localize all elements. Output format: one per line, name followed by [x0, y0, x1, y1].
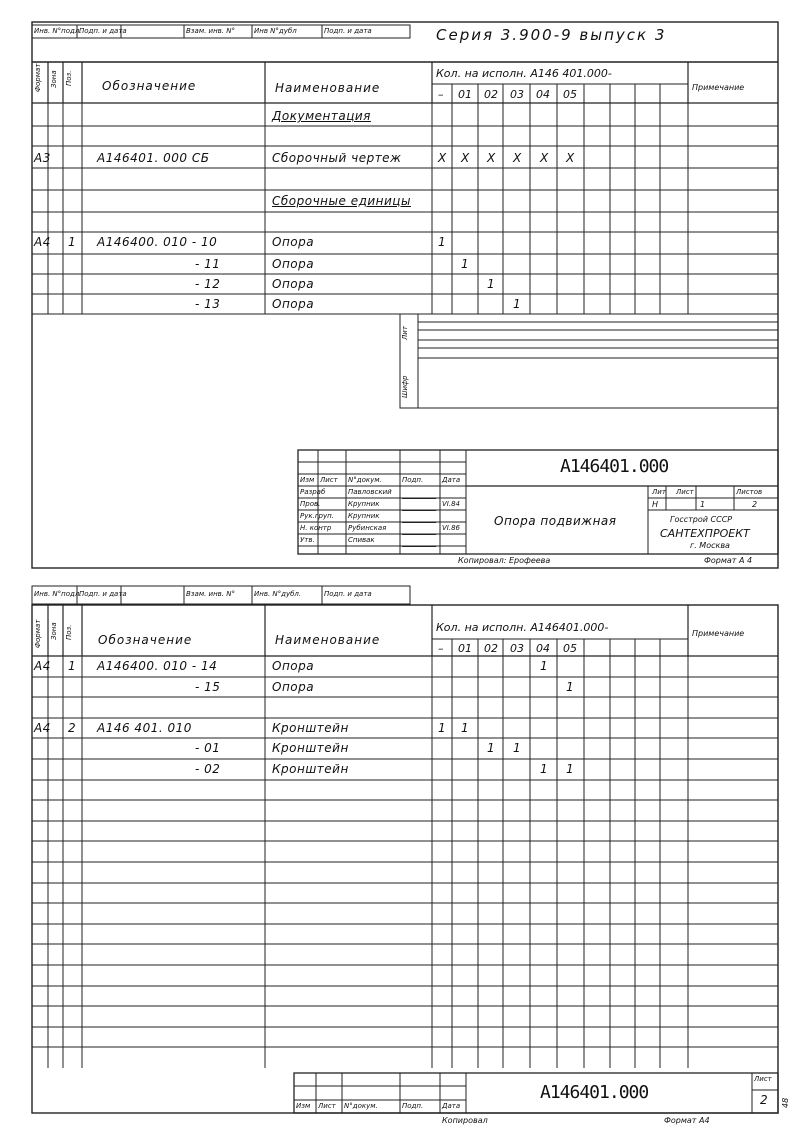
tb-col-list: Лист	[320, 476, 338, 484]
s2-header-zone: Зона	[50, 622, 58, 640]
stamp2-inv-dubl: Инв. N°дубл.	[254, 590, 302, 598]
tb-org-1: Госстрой СССР	[670, 515, 733, 524]
s2-row-designation: - 15	[195, 680, 221, 694]
s2-row-format: А4	[34, 659, 51, 673]
s2-tb-code: А146401.000	[540, 1082, 649, 1103]
s2-row-name: Опора	[272, 659, 315, 673]
tb-col-izm: Изм	[300, 476, 315, 484]
signature-mark	[402, 488, 440, 499]
s2-tb-col-podp: Подп.	[402, 1102, 424, 1110]
tb-role: Разраб	[300, 488, 326, 496]
row-position: 1	[68, 235, 77, 249]
row-name: Опора	[272, 257, 315, 271]
s2-row-name: Опора	[272, 680, 315, 694]
stamp2-inv-podl: Инв. N°подл.	[34, 590, 82, 598]
stamp2-podp-data: Подп. и дата	[79, 590, 127, 598]
series-title: Серия 3.900-9 выпуск 3	[436, 26, 667, 44]
s2-header-name: Наименование	[275, 633, 381, 647]
s2-row-qty: 1	[540, 659, 549, 673]
row-name: Документация	[272, 109, 371, 123]
s2-tb-sheet-value: 2	[760, 1093, 769, 1107]
margin-number: 48	[781, 1097, 790, 1108]
tb-name: Опора подвижная	[494, 514, 617, 528]
tb-role: Пров.	[300, 500, 321, 508]
s2-row-qty: 1	[566, 762, 575, 776]
tb-role: Н. контр	[300, 524, 332, 532]
tb-code: А146401.000	[560, 456, 669, 477]
row-name: Опора	[272, 277, 315, 291]
tb-person: Крупник	[348, 500, 380, 508]
header-format: Формат	[34, 63, 42, 92]
header-zone: Зона	[50, 70, 58, 88]
tb-org-2: САНТЕХПРОЕКТ	[660, 527, 750, 540]
row-qty: 1	[487, 277, 496, 291]
s2-tb-col-izm: Изм	[296, 1102, 311, 1110]
tb-person: Спивак	[348, 536, 375, 544]
header-note: Примечание	[692, 83, 745, 92]
row-name: Опора	[272, 235, 315, 249]
tb-role: Рук.груп.	[300, 512, 334, 520]
stamp2-vzam-inv: Взам. инв. N°	[186, 590, 235, 598]
signature-mark	[402, 512, 440, 523]
row-qty: 1	[513, 297, 522, 311]
header-variant: 02	[484, 88, 498, 101]
s2-row-name: Кронштейн	[272, 741, 349, 755]
s2-row-qty: 1	[461, 721, 470, 735]
tb-date: VI.84	[442, 500, 460, 508]
format-label: Формат А 4	[704, 556, 753, 565]
s2-header-variant: 02	[484, 642, 498, 655]
tb-org-3: г. Москва	[690, 541, 730, 550]
tb-person: Крупник	[348, 512, 380, 520]
s2-header-variant: 05	[563, 642, 577, 655]
s2-row-qty: 1	[513, 741, 522, 755]
s2-row-name: Кронштейн	[272, 762, 349, 776]
s2-header-designation: Обозначение	[98, 633, 193, 647]
tb-lit-value: Н	[652, 500, 659, 509]
s2-row-designation: А146 401. 010	[97, 721, 192, 735]
s2-header-qty: Кол. на исполн. А146401.000-	[436, 621, 609, 634]
header-pos: Поз.	[65, 70, 73, 86]
tb-sheets-value: 2	[752, 500, 758, 509]
row-name: Сборочный чертеж	[272, 151, 402, 165]
s2-tb-col-data: Дата	[442, 1102, 461, 1110]
s2-row-designation: - 01	[195, 741, 221, 755]
row-qty: X	[540, 151, 549, 165]
s2-header-variant: 04	[536, 642, 550, 655]
s2-format-label: Формат А4	[664, 1116, 710, 1125]
s2-row-name: Кронштейн	[272, 721, 349, 735]
s2-row-qty: 1	[438, 721, 447, 735]
row-format: А3	[34, 151, 51, 165]
s2-header-format: Формат	[34, 619, 42, 648]
s2-header-variant: –	[438, 642, 444, 655]
row-qty: X	[461, 151, 470, 165]
s2-row-qty: 1	[566, 680, 575, 694]
header-name: Наименование	[275, 81, 381, 95]
tb-sheet-label: Лист	[676, 488, 694, 496]
stamp-podp-data: Подп. и дата	[79, 27, 127, 35]
tb-person: Рубинская	[348, 524, 387, 532]
s2-row-designation: А146400. 010 - 14	[97, 659, 218, 673]
row-designation: - 11	[195, 257, 221, 271]
stamp2-podp-data-2: Подп. и дата	[324, 590, 372, 598]
header-variant: 04	[536, 88, 550, 101]
stamp-podp-data-2: Подп. и дата	[324, 27, 372, 35]
row-designation: - 13	[195, 297, 221, 311]
s2-row-qty: 1	[487, 741, 496, 755]
s2-row-designation: - 02	[195, 762, 221, 776]
row-qty: X	[513, 151, 522, 165]
header-designation: Обозначение	[102, 79, 197, 93]
s2-row-qty: 1	[540, 762, 549, 776]
row-qty: X	[487, 151, 496, 165]
tb-sheet-value: 1	[700, 500, 706, 509]
side-shifr: Шифр	[401, 375, 409, 398]
row-qty: 1	[461, 257, 470, 271]
header-variant: –	[438, 88, 444, 101]
tb-role: Утв.	[300, 536, 315, 544]
s2-header-note: Примечание	[692, 629, 745, 638]
row-format: А4	[34, 235, 51, 249]
s2-header-variant: 01	[458, 642, 472, 655]
header-variant: 01	[458, 88, 472, 101]
row-designation: - 12	[195, 277, 221, 291]
header-variant: 05	[563, 88, 577, 101]
stamp-inv-podl: Инв. N°подл.	[34, 27, 82, 35]
stamp-vzam-inv: Взам. инв. N°	[186, 27, 235, 35]
signature-mark	[402, 536, 440, 547]
tb-col-doc: N°докум.	[348, 476, 382, 484]
s2-row-position: 1	[68, 659, 77, 673]
tb-date: VI.86	[442, 524, 460, 532]
tb-lit-label: Лит	[652, 488, 666, 496]
s2-copied-by: Копировал	[442, 1116, 488, 1125]
tb-col-data: Дата	[442, 476, 461, 484]
tb-person: Павловский	[348, 488, 392, 496]
tb-col-podp: Подп.	[402, 476, 424, 484]
row-designation: А146401. 000 СБ	[97, 151, 210, 165]
s2-header-pos: Поз.	[65, 624, 73, 640]
header-qty: Кол. на исполн. А146 401.000-	[436, 67, 612, 80]
stamp-inv-dubl: Инв N°дубл	[254, 27, 297, 35]
header-variant: 03	[510, 88, 524, 101]
s2-tb-col-doc: N°докум.	[344, 1102, 378, 1110]
row-name: Опора	[272, 297, 315, 311]
side-lit: Лит	[401, 326, 409, 340]
row-qty: X	[438, 151, 447, 165]
signature-mark	[402, 500, 440, 511]
row-name: Сборочные единицы	[272, 194, 411, 208]
s2-header-variant: 03	[510, 642, 524, 655]
row-designation: А146400. 010 - 10	[97, 235, 218, 249]
copied-by: Копировал: Ерофеева	[458, 556, 551, 565]
signature-mark	[402, 524, 440, 535]
row-qty: X	[566, 151, 575, 165]
s2-row-format: А4	[34, 721, 51, 735]
s2-tb-sheet-label: Лист	[754, 1075, 772, 1083]
s2-tb-col-list: Лист	[318, 1102, 336, 1110]
tb-sheets-label: Листов	[736, 488, 763, 496]
row-qty: 1	[438, 235, 447, 249]
s2-row-position: 2	[68, 721, 77, 735]
